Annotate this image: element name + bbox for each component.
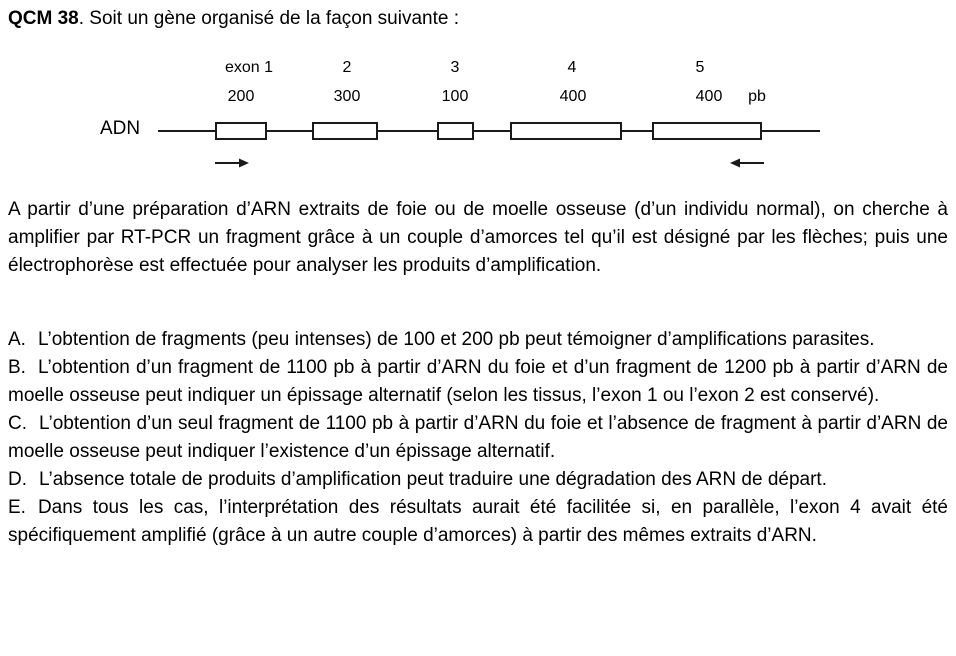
option-a-letter: A. bbox=[8, 329, 26, 350]
answer-options-list bbox=[8, 326, 948, 550]
exon-3-label: 3 bbox=[450, 59, 460, 76]
option-e-text: Dans tous les cas, l’interprétation des résultats aurait été facilitée si, en parallèle, l’exon 4 avait été spécifiquement amplifié (grâce à un autre couple d’amorces) à partir des mêmes extraits d’ARN. bbox=[8, 497, 948, 546]
question-title-text: . Soit un gène organisé de la façon suivante : bbox=[78, 8, 460, 29]
adn-label: ADN bbox=[100, 118, 141, 139]
option-e bbox=[8, 494, 948, 550]
gene-diagram bbox=[0, 55, 956, 185]
option-c bbox=[8, 410, 948, 466]
reverse-primer-arrow-icon bbox=[730, 157, 764, 169]
exon-4-box bbox=[510, 122, 622, 140]
pb-unit-label: pb bbox=[748, 88, 766, 105]
exon-5-box bbox=[652, 122, 762, 140]
exon-2-size: 300 bbox=[333, 88, 361, 105]
option-d-text: L’absence totale de produits d’amplification peut traduire une dégradation des ARN de départ. bbox=[39, 469, 827, 490]
option-b-letter: B. bbox=[8, 357, 26, 378]
forward-primer-arrow-icon bbox=[215, 157, 249, 169]
option-e-letter: E. bbox=[8, 497, 26, 518]
question-intro-paragraph: A partir d’une préparation d’ARN extraits de foie ou de moelle osseuse (d’un individu normal), on cherche à amplifier par RT-PCR un fragment grâce à un couple d’amorces tel qu’il est désigné par les flèches; puis une électrophorèse est effectuée pour analyser les produits d’amplification. bbox=[8, 199, 948, 276]
option-d-letter: D. bbox=[8, 469, 27, 490]
exon-5-label: 5 bbox=[695, 59, 705, 76]
option-c-text: L’obtention d’un seul fragment de 1100 pb à partir d’ARN du foie et l’absence de fragment à partir d’ARN de moelle osseuse peut indiquer l’existence d’un épissage alternatif. bbox=[8, 413, 948, 462]
option-a-text: L’obtention de fragments (peu intenses) de 100 et 200 pb peut témoigner d’amplifications parasites. bbox=[37, 329, 875, 350]
exon-1-box bbox=[215, 122, 267, 140]
option-d bbox=[8, 466, 948, 494]
question-number: QCM 38 bbox=[8, 8, 79, 29]
option-b-text: L’obtention d’un fragment de 1100 pb à partir d’ARN du foie et d’un fragment de 1200 pb à partir d’ARN de moelle osseuse peut indiquer un épissage alternatif (selon les tissus, l’exon 1 ou l’exon 2 est conservé). bbox=[8, 357, 948, 406]
option-a bbox=[8, 326, 948, 354]
exon-4-size: 400 bbox=[559, 88, 587, 105]
question-title bbox=[8, 6, 948, 32]
exon-2-box bbox=[312, 122, 378, 140]
exon-2-label: 2 bbox=[342, 59, 352, 76]
option-b bbox=[8, 354, 948, 410]
exon-3-size: 100 bbox=[441, 88, 469, 105]
exon-1-label: exon 1 bbox=[224, 59, 274, 76]
option-c-letter: C. bbox=[8, 413, 27, 434]
exon-1-size: 200 bbox=[227, 88, 255, 105]
exon-4-label: 4 bbox=[567, 59, 577, 76]
exon-5-size: 400 bbox=[695, 88, 723, 105]
exon-3-box bbox=[437, 122, 474, 140]
